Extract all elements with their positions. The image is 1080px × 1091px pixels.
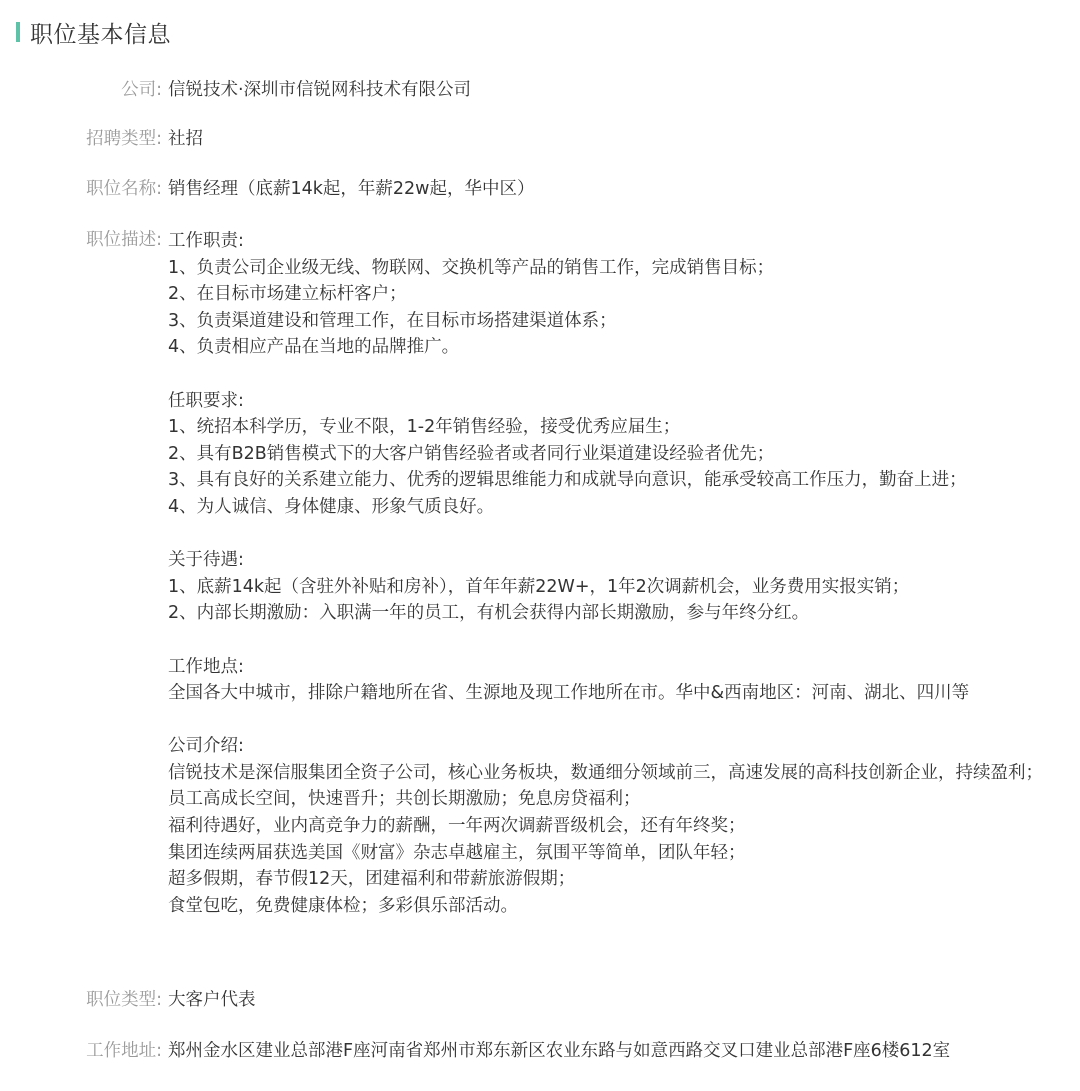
company-intro-item: 员工高成长空间，快速晋升；共创长期激励；免息房贷福利； <box>168 789 641 810</box>
company-label: 公司: <box>121 80 162 100</box>
requirement-item: 1、统招本科学历，专业不限，1-2年销售经验，接受优秀应届生； <box>168 417 681 438</box>
duty-item: 4、负责相应产品在当地的品牌推广。 <box>168 337 460 358</box>
requirements-group <box>168 388 1058 521</box>
position-description <box>168 228 1058 919</box>
benefits-group <box>168 547 1058 627</box>
location-heading: 工作地点: <box>168 656 244 677</box>
section-header <box>16 16 171 48</box>
company-value: 信锐技术·深圳市信锐网科技术有限公司 <box>168 80 472 100</box>
field-position-name <box>0 176 1080 202</box>
position-type-value: 大客户代表 <box>168 990 256 1010</box>
section-accent-bar <box>16 22 20 42</box>
duty-item: 1、负责公司企业级无线、物联网、交换机等产品的销售工作，完成销售目标； <box>168 257 775 278</box>
company-intro-item: 超多假期，春节假12天，团建福利和带薪旅游假期； <box>168 869 576 890</box>
benefit-item: 2、内部长期激励：入职满一年的员工，有机会获得内部长期激励，参与年终分红。 <box>168 603 810 624</box>
company-intro-item: 食堂包吃，免费健康体检；多彩俱乐部活动。 <box>168 895 518 916</box>
field-work-address <box>0 1038 1080 1064</box>
company-intro-heading: 公司介绍: <box>168 736 244 757</box>
position-type-label: 职位类型: <box>86 990 162 1010</box>
company-intro-item: 信锐技术是深信服集团全资子公司，核心业务板块，数通细分领域前三，高速发展的高科技创新企业，持续盈利； <box>168 762 1043 783</box>
company-intro-item: 福利待遇好，业内高竞争力的薪酬，一年两次调薪晋级机会，还有年终奖； <box>168 816 746 837</box>
position-name-value: 销售经理（底薪14k起，年薪22w起，华中区） <box>168 179 535 199</box>
duties-heading: 工作职责: <box>168 231 244 251</box>
field-company <box>0 77 1080 103</box>
location-group <box>168 654 1058 707</box>
duty-item: 3、负责渠道建设和管理工作，在目标市场搭建渠道体系； <box>168 310 617 331</box>
field-recruit-type <box>0 126 1080 152</box>
position-desc-label: 职位描述: <box>86 230 162 250</box>
position-name-label: 职位名称: <box>86 179 162 199</box>
requirement-item: 4、为人诚信、身体健康、形象气质良好。 <box>168 496 495 517</box>
benefits-heading: 关于待遇: <box>168 550 244 571</box>
recruit-type-value: 社招 <box>168 129 203 149</box>
requirement-item: 2、具有B2B销售模式下的大客户销售经验者或者同行业渠道建设经验者优先； <box>168 443 775 464</box>
recruit-type-label: 招聘类型: <box>86 129 162 149</box>
work-address-label: 工作地址: <box>86 1041 162 1061</box>
requirements-heading: 任职要求: <box>168 390 244 411</box>
duty-item: 2、在目标市场建立标杆客户； <box>168 284 407 305</box>
company-intro-item: 集团连续两届获选美国《财富》杂志卓越雇主，氛围平等简单，团队年轻； <box>168 842 746 863</box>
location-item: 全国各大中城市，排除户籍地所在省、生源地及现工作地所在市。华中&西南地区：河南、湖北、四川等 <box>168 683 970 704</box>
benefit-item: 1、底薪14k起（含驻外补贴和房补），首年年薪22W+，1年2次调薪机会，业务费用实报实销； <box>168 576 910 597</box>
field-position-type <box>0 987 1080 1013</box>
company-intro-group <box>168 733 1058 919</box>
work-address-value: 郑州金水区建业总部港F座河南省郑州市郑东新区农业东路与如意西路交叉口建业总部港F座6楼612室 <box>168 1041 951 1061</box>
requirement-item: 3、具有良好的关系建立能力、优秀的逻辑思维能力和成就导向意识，能承受较高工作压力，勤奋上进； <box>168 470 967 491</box>
section-title: 职位基本信息 <box>30 21 171 48</box>
duties-group <box>168 228 1058 361</box>
